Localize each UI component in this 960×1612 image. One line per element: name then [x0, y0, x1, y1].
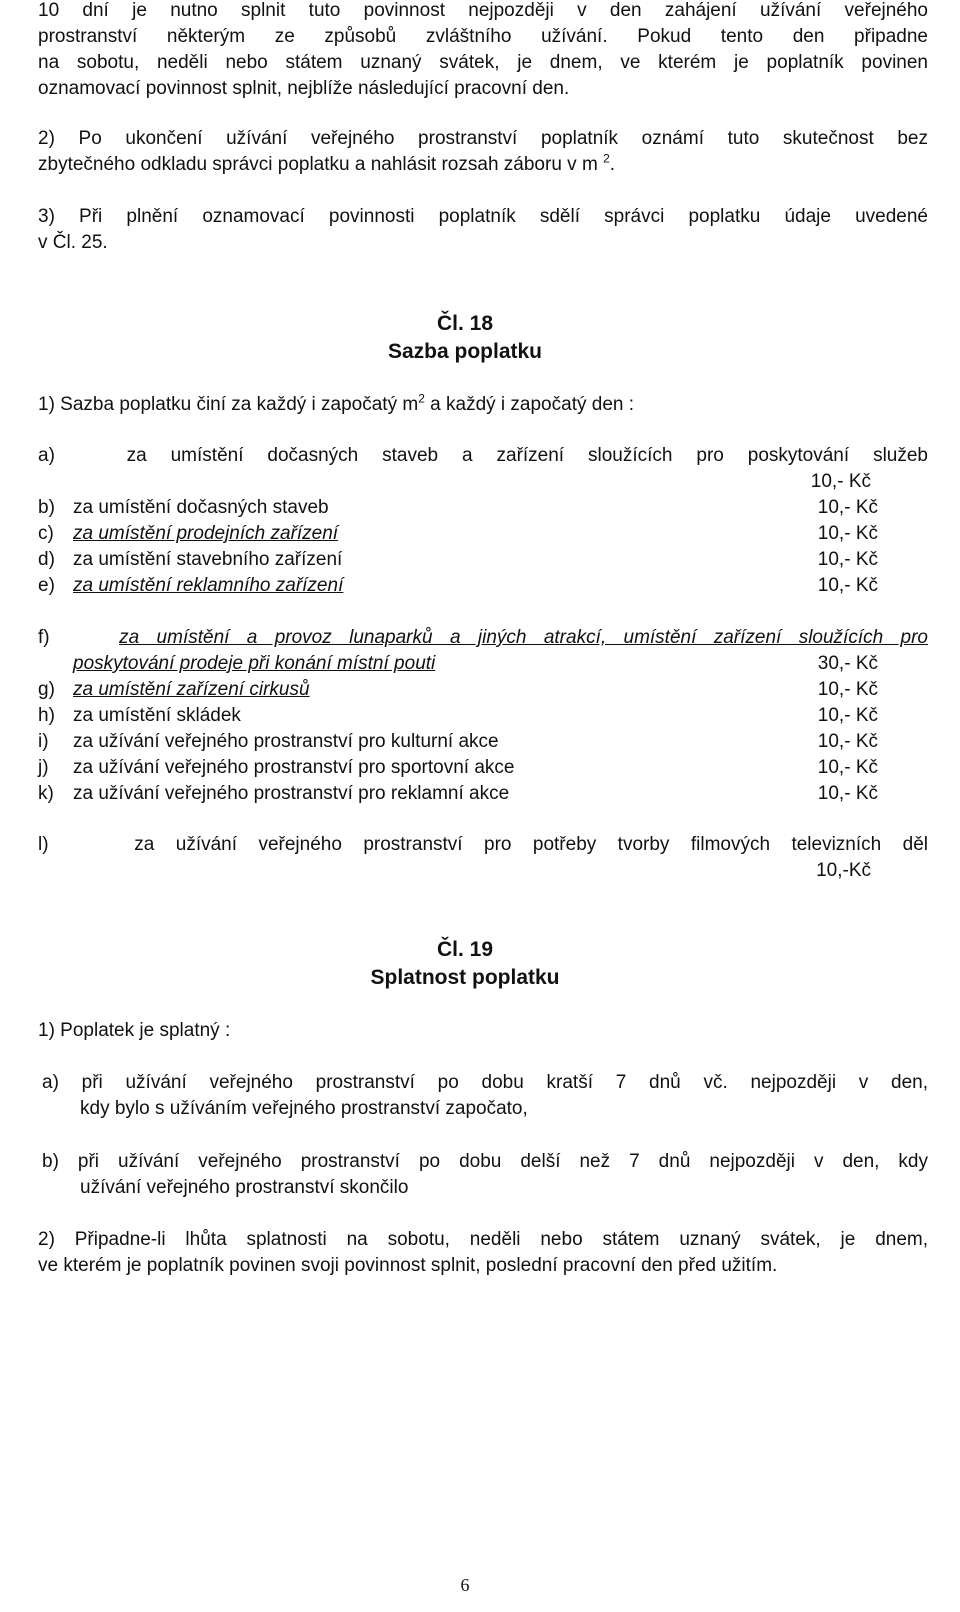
rate-intro	[38, 392, 928, 418]
superscript: 2	[418, 391, 425, 406]
rate-desc: za umístění dočasných staveb	[73, 497, 329, 518]
rate-desc: za umístění zařízení cirkusů	[73, 679, 310, 700]
due-item-b	[42, 1149, 928, 1201]
article-18-title: Sazba poplatku	[387, 340, 543, 363]
rate-item-line	[38, 625, 928, 651]
rate-letter: e)	[38, 575, 55, 596]
rate-desc: za užívání veřejného prostranství pro kulturní akce	[73, 731, 499, 752]
rate-row	[38, 547, 878, 573]
rate-desc: za užívání veřejného prostranství pro potřeby tvorby filmových televizních děl	[134, 834, 928, 855]
rate-desc: za umístění dočasných staveb a zařízení sloužících pro poskytování služeb	[126, 445, 928, 466]
rate-letter: f)	[38, 627, 50, 648]
rate-letter: b)	[38, 497, 55, 518]
due-item-line: a) při užívání veřejného prostranství po dobu kratší 7 dnů vč. nejpozději v den,	[42, 1072, 928, 1093]
rate-letter: j)	[38, 757, 49, 778]
paragraph-end: .	[609, 154, 616, 175]
rate-price: 10,- Kč	[817, 549, 878, 570]
rate-intro-text: 1) Sazba poplatku činí za každý i započatý m	[38, 394, 419, 415]
rate-item-line	[38, 832, 928, 858]
rate-price: 10,- Kč	[817, 705, 878, 726]
due-intro: 1) Poplatek je splatný :	[38, 1020, 231, 1041]
intro-paragraph	[38, 0, 928, 102]
paragraph-text: zbytečného odkladu správci poplatku a nahlásit rozsah záboru v m	[38, 154, 598, 175]
intro-line: na sobotu, neděli nebo státem uznaný svátek, je dnem, ve kterém je poplatník povinen	[38, 52, 928, 73]
intro-line: oznamovací povinnost splnit, nejblíže následující pracovní den.	[38, 78, 570, 99]
rate-price: 10,- Kč	[817, 523, 878, 544]
paragraph-line: 2) Připadne-li lhůta splatnosti na sobotu, neděli nebo státem uznaný svátek, je dnem,	[38, 1229, 928, 1250]
rate-price: 10,- Kč	[817, 497, 878, 518]
rate-price: 30,- Kč	[817, 653, 878, 674]
rate-item-l	[38, 832, 928, 858]
superscript: 2	[603, 151, 610, 166]
rate-letter: g)	[38, 679, 55, 700]
rate-intro-text-end: a každý i započatý den :	[424, 394, 635, 415]
rate-desc: za umístění a provoz lunaparků a jiných atrakcí, umístění zařízení sloužících pro	[119, 627, 929, 648]
paragraph-2	[38, 126, 928, 178]
rate-item-a	[38, 443, 928, 469]
rate-row	[38, 495, 878, 521]
rate-price: 10,- Kč	[817, 679, 878, 700]
rate-letter: a)	[38, 445, 55, 466]
article-19-number: Čl. 19	[436, 938, 494, 961]
rate-row	[38, 677, 878, 703]
due-item-a	[42, 1070, 928, 1122]
rate-row	[38, 651, 878, 677]
rate-desc: za umístění stavebního zařízení	[73, 549, 343, 570]
rate-row	[38, 521, 878, 547]
rate-letter: i)	[38, 731, 49, 752]
rate-row	[38, 755, 878, 781]
rate-letter: k)	[38, 783, 54, 804]
article-18-number: Čl. 18	[436, 312, 494, 335]
due-paragraph-2	[38, 1227, 928, 1279]
rate-desc: za umístění reklamního zařízení	[73, 575, 344, 596]
rate-letter: d)	[38, 549, 55, 570]
rate-price: 10,- Kč	[810, 471, 871, 492]
rate-desc: za užívání veřejného prostranství pro sportovní akce	[73, 757, 515, 778]
rate-price: 10,-Kč	[816, 860, 871, 881]
paragraph-line: ve kterém je poplatník povinen svoji povinnost splnit, poslední pracovní den před užitím.	[38, 1255, 778, 1276]
rate-desc: za užívání veřejného prostranství pro reklamní akce	[73, 783, 510, 804]
article-19-title: Splatnost poplatku	[370, 966, 560, 989]
due-item-line: užívání veřejného prostranství skončilo	[80, 1177, 409, 1198]
intro-line: 10 dní je nutno splnit tuto povinnost nejpozději v den zahájení užívání veřejného	[38, 0, 928, 21]
rate-letter: c)	[38, 523, 54, 544]
rate-row	[38, 703, 878, 729]
rate-row	[38, 781, 878, 807]
due-item-line: kdy bylo s užíváním veřejného prostranství započato,	[80, 1098, 528, 1119]
rate-price: 10,- Kč	[817, 575, 878, 596]
rate-row	[38, 729, 878, 755]
page-number: 6	[460, 1575, 470, 1595]
intro-line: prostranství některým ze způsobů zvláštního užívání. Pokud tento den připadne	[38, 26, 928, 47]
rate-row	[38, 573, 878, 599]
paragraph-line: 3) Při plnění oznamovací povinnosti poplatník sdělí správci poplatku údaje uvedené	[38, 206, 928, 227]
rate-letter: l)	[38, 834, 49, 855]
paragraph-3	[38, 204, 928, 256]
rate-price: 10,- Kč	[817, 783, 878, 804]
rate-price: 10,- Kč	[817, 757, 878, 778]
rate-desc: za umístění prodejních zařízení	[73, 523, 339, 544]
paragraph-line	[38, 152, 928, 178]
rate-letter: h)	[38, 705, 55, 726]
rate-desc: poskytování prodeje při konání místní pouti	[73, 653, 436, 674]
rate-item-f	[38, 625, 928, 651]
paragraph-line: 2) Po ukončení užívání veřejného prostranství poplatník oznámí tuto skutečnost bez	[38, 128, 928, 149]
rate-item-line	[38, 443, 928, 469]
rate-price: 10,- Kč	[817, 731, 878, 752]
paragraph-line: v Čl. 25.	[38, 232, 108, 253]
rate-desc: za umístění skládek	[73, 705, 241, 726]
due-item-line: b) při užívání veřejného prostranství po dobu delší než 7 dnů nejpozději v den, kdy	[42, 1151, 928, 1172]
